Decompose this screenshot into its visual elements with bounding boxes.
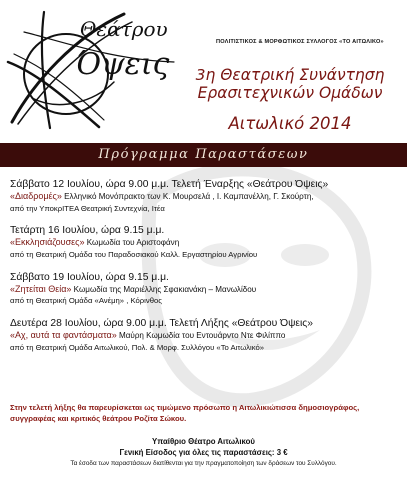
footer — [0, 437, 407, 469]
play-description: Μαύρη Κωμωδία του Εντουάρντο Ντε Φιλίππο — [116, 330, 286, 340]
venue-name: Υπαίθριο Θέατρο Αιτωλικού — [152, 437, 255, 446]
performance-troupe — [10, 295, 405, 307]
play-title: «Αχ, αυτά τα φαντάσματα» — [10, 329, 117, 340]
performance-play — [10, 191, 405, 203]
performance-troupe — [10, 203, 405, 215]
performance-date: Σάββατο 12 Ιουλίου, ώρα 9.00 μ.μ. Τελετή Έναρξης «Θεάτρου Όψεις» — [10, 179, 329, 190]
performance-item — [10, 179, 405, 214]
headline-line-1: 3η Θεατρική Συνάντηση — [195, 66, 385, 84]
event-headline — [176, 66, 404, 134]
headline-line-2: Ερασιτεχνικών Ομάδων — [197, 84, 383, 102]
play-title: «Εκκλησιάζουσες» — [10, 237, 85, 248]
proceeds-note: Τα έσοδα των παραστάσεων διατίθενται για την πραγματοποίηση των δράσεων του Συλλόγου. — [70, 460, 337, 467]
performance-item — [10, 225, 405, 260]
logo-word-theatrou: Θεάτρου — [80, 17, 168, 41]
performance-date: Δευτέρα 28 Ιουλίου, ώρα 9.00 μ.μ. Τελετή Λήξης «Θεάτρου Όψεις» — [10, 318, 313, 330]
performance-date: Τετάρτη 16 Ιουλίου, ώρα 9.15 μ.μ. — [10, 225, 165, 237]
troupe-name: από τη Θεατρική Ομάδα «Ανέμη» , — [10, 296, 129, 306]
troupe-name: από την ΥποκρΙΤΕΑ Θεατρική Συντεχνία, Ιτέα — [10, 203, 165, 213]
performance-play — [10, 284, 405, 296]
play-description: Ελληνικό Μονόπρακτο των Κ. Μουρσελά , Ι. Καμπανέλλη, Γ. Σκούρτη, — [61, 191, 314, 201]
play-title: «Διαδρομές» — [10, 190, 62, 201]
theatrou-opseis-logo — [4, 2, 194, 130]
troupe-name: από τη Θεατρική Ομάδα του Παραδοσιακού Καλλ. Εργαστηρίου Αγρινίου — [10, 249, 258, 259]
performance-list — [10, 179, 405, 365]
performance-play — [10, 237, 405, 249]
play-description: Κωμωδία της Μαριέλλης Σφακιανάκη – Μανωλίδου — [71, 284, 257, 294]
headline-year: Αιτωλικό 2014 — [228, 114, 352, 133]
performance-troupe — [10, 342, 405, 354]
troupe-place: Κόρινθος — [128, 296, 162, 306]
organization-name: ΠΟΛΙΤΙΣΤΙΚΟΣ & ΜΟΡΦΩΤΙΚΟΣ ΣΥΛΛΟΓΟΣ «ΤΟ ΑΙΤΩΛΙΚΟ» — [216, 39, 384, 45]
performance-play — [10, 330, 405, 342]
logo-word-opseis: Όψεις — [76, 47, 170, 82]
honoree-note: Στην τελετή λήξης θα παρευρίσκεται ως τιμώμενο πρόσωπο η Αιτωλικιώτισσα δημοσιογράφος, συγγραφέας και κριτικός θεάτρου Ροζίτα Σώκου. — [10, 403, 360, 423]
performance-date: Σάββατο 19 Ιουλίου, ώρα 9.15 μ.μ. — [10, 271, 169, 283]
troupe-name: από τη Θεατρική Ομάδα Αιτωλικού, Πολ. & Μορφ. Συλλόγου «Το Αιτωλικό» — [10, 342, 265, 352]
performance-troupe — [10, 249, 405, 261]
admission-price: Γενική Είσοδος για όλες τις παραστάσεις: 3 € — [119, 447, 288, 457]
play-title: «Ζητείται Θεία» — [10, 283, 72, 294]
play-description: Κωμωδία του Αριστοφάνη — [84, 238, 180, 248]
performance-item — [10, 318, 405, 353]
program-banner: Πρόγραμμα Παραστάσεων — [0, 143, 407, 167]
performance-item — [10, 272, 405, 307]
